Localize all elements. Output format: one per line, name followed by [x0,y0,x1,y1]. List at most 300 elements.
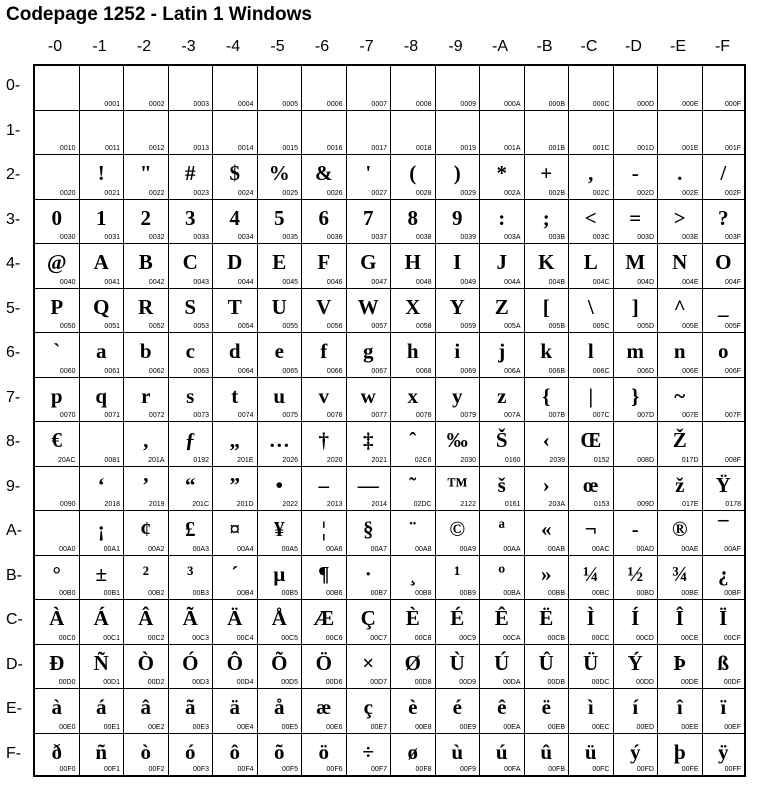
char-glyph: $ [229,161,240,185]
unicode-code: 0029 [460,189,476,197]
char-cell [124,200,169,245]
char-cell [614,600,659,645]
char-glyph: . [677,161,683,185]
char-cell [169,556,214,601]
char-glyph: Ç [360,606,376,630]
column-header: -C [580,38,598,55]
char-glyph: × [362,650,375,675]
char-cell [80,200,125,245]
char-glyph: V [316,294,332,319]
char-glyph: H [404,250,421,274]
char-cell [480,378,525,423]
char-cell [124,289,169,334]
unicode-code: 004C [592,278,610,286]
unicode-code: 005B [548,323,565,330]
unicode-code: 0041 [104,278,120,286]
char-cell [213,155,258,200]
char-cell [80,66,125,111]
column-header: -0 [47,38,63,55]
char-glyph: W [357,294,379,319]
unicode-code: 0031 [104,234,120,241]
unicode-code: 0034 [237,234,254,241]
char-glyph: ™ [446,472,468,497]
char-cell [658,511,703,556]
unicode-code: 001B [548,145,565,152]
char-glyph: - [631,517,639,541]
char-glyph: 5 [274,205,285,230]
char-glyph: ² [142,561,149,586]
char-glyph: œ [583,472,599,497]
unicode-code: 0074 [237,412,254,419]
char-cell [569,378,614,423]
char-glyph: G [360,250,377,274]
char-glyph: ü [584,739,597,764]
char-glyph: Ñ [93,650,109,675]
unicode-code: 0081 [104,456,120,464]
char-glyph: p [50,383,63,408]
char-cell [703,155,745,200]
unicode-code: 000F [725,100,741,108]
char-glyph: Ú [494,650,510,675]
char-glyph: ® [671,517,688,541]
column-header: -F [714,38,731,55]
unicode-code: 005A [504,323,521,330]
char-cell [302,645,347,690]
char-glyph: y [452,383,463,408]
row-header: 7- [6,388,21,406]
char-glyph: 9 [452,205,463,230]
char-cell [213,111,258,156]
unicode-code: 00D0 [58,679,76,686]
char-cell [525,66,570,111]
unicode-code: 0001 [104,100,120,108]
char-glyph: ~ [674,383,686,408]
char-cell [391,511,436,556]
char-cell [703,289,745,334]
char-cell [525,600,570,645]
char-glyph: - [631,161,639,185]
unicode-code: 00B8 [415,590,432,597]
char-cell [347,111,392,156]
row-header: E- [6,700,22,717]
char-cell [658,556,703,601]
unicode-code: 0036 [326,234,343,241]
char-cell [391,600,436,645]
char-glyph: Å [271,606,287,630]
char-glyph: ¨ [409,517,417,541]
unicode-code: 0002 [148,100,165,108]
char-glyph: ¦ [321,517,327,541]
char-cell [569,689,614,734]
char-cell [302,200,347,245]
char-cell [703,645,745,690]
char-glyph: î [676,695,683,719]
char-cell [347,600,392,645]
char-cell [213,689,258,734]
unicode-code: 0018 [415,145,432,152]
unicode-code: 0007 [371,100,387,108]
unicode-code: 0005 [282,100,298,108]
char-glyph: = [629,205,642,230]
char-cell [703,66,745,111]
char-cell [213,289,258,334]
unicode-code: 0003 [193,100,209,108]
unicode-code: 0064 [237,367,254,375]
unicode-code: 007D [637,412,654,419]
unicode-code: 00C3 [192,634,209,642]
char-cell [658,200,703,245]
unicode-code: 0057 [371,323,387,330]
char-cell [80,689,125,734]
char-cell [258,66,303,111]
unicode-code: 2019 [148,501,165,508]
char-cell [569,111,614,156]
char-cell [169,378,214,423]
char-cell [213,600,258,645]
char-glyph: 1 [96,205,107,230]
char-glyph: P [50,294,64,319]
char-cell [35,422,80,467]
char-glyph: C [182,250,198,274]
char-glyph: ‹ [542,428,550,452]
char-glyph: ß [717,650,730,675]
char-glyph: å [274,695,285,719]
unicode-code: 0053 [193,323,209,330]
char-glyph: ð [51,739,62,764]
char-cell [569,66,614,111]
char-cell [569,600,614,645]
char-glyph: Œ [580,428,602,452]
char-cell [258,111,303,156]
char-cell [169,244,214,289]
char-cell [614,111,659,156]
char-cell [658,244,703,289]
char-cell [436,66,481,111]
char-glyph: — [357,472,379,497]
unicode-code: 0068 [415,367,432,375]
char-glyph: ½ [627,561,644,586]
unicode-code: 004D [637,278,654,286]
char-glyph: F [317,250,331,274]
char-glyph: j [498,339,506,363]
char-glyph: c [185,339,195,363]
char-cell [391,66,436,111]
char-cell [258,734,303,776]
char-glyph: Â [138,606,154,630]
char-glyph: É [450,606,465,630]
char-cell [347,467,392,512]
char-glyph: s [186,383,195,408]
char-cell [302,66,347,111]
unicode-code: 2022 [282,501,298,508]
char-glyph: ƒ [185,428,196,452]
char-cell [703,200,745,245]
unicode-code: 00FD [636,766,654,773]
char-glyph: ë [541,695,551,719]
char-glyph: Ê [494,606,509,630]
unicode-code: 0178 [725,501,741,508]
char-glyph: Ü [583,650,599,675]
unicode-code: 0015 [282,145,298,152]
char-cell [35,378,80,423]
char-glyph: \ [587,294,594,319]
unicode-code: 0056 [326,323,343,330]
char-glyph: X [405,294,421,319]
char-glyph: ^ [673,294,686,319]
unicode-code: 00BA [503,590,521,597]
char-glyph: ³ [187,561,194,586]
unicode-code: 0060 [59,367,76,375]
char-glyph: K [538,250,555,274]
char-glyph: • [275,472,283,497]
unicode-code: 2026 [282,456,298,464]
char-cell [258,422,303,467]
char-glyph: J [496,250,507,274]
unicode-code: 0050 [59,323,76,330]
char-glyph: 7 [363,205,374,230]
char-cell [703,511,745,556]
char-cell [213,734,258,776]
char-cell [124,333,169,378]
char-glyph: ‰ [446,428,468,452]
char-cell [436,333,481,378]
char-cell [525,289,570,334]
unicode-code: 000D [637,100,654,108]
char-cell [124,422,169,467]
char-glyph: L [583,250,598,274]
char-glyph: o [718,339,729,363]
char-glyph: f [320,339,328,363]
char-glyph: ¤ [229,517,240,541]
unicode-code: 002D [637,189,654,197]
char-cell [703,689,745,734]
unicode-code: 008F [725,456,741,464]
unicode-code: 00DD [636,679,654,686]
unicode-code: 00CA [502,634,521,642]
char-cell [347,645,392,690]
char-glyph: Ò [137,650,154,675]
row-header: C- [6,611,23,628]
unicode-code: 00CC [591,634,610,642]
char-cell [124,155,169,200]
unicode-code: 00E1 [103,723,120,731]
char-cell [525,734,570,776]
char-cell [480,289,525,334]
unicode-code: 0047 [371,278,387,286]
unicode-code: 00C8 [414,634,432,642]
char-cell [480,734,525,776]
char-glyph: ª [498,517,505,541]
char-glyph: ô [229,739,240,764]
char-glyph: 3 [185,205,196,230]
unicode-code: 0037 [371,234,387,241]
char-glyph: † [318,428,329,452]
char-cell [169,734,214,776]
unicode-code: 002A [504,189,521,197]
char-glyph: " [139,161,152,185]
char-glyph: Ö [315,650,332,675]
unicode-code: 00BC [591,590,610,597]
char-glyph: h [406,339,419,363]
char-glyph: £ [185,517,196,541]
char-glyph: ê [497,695,507,719]
char-cell [80,467,125,512]
column-header: -6 [314,38,330,55]
unicode-code: 00EB [547,723,565,731]
char-cell [436,556,481,601]
char-cell [569,200,614,245]
char-cell [436,244,481,289]
char-cell [169,333,214,378]
char-cell [525,556,570,601]
column-header: -4 [225,38,241,55]
unicode-code: 00DE [680,679,699,686]
unicode-code: 00C4 [236,634,254,642]
char-glyph: B [138,250,153,274]
char-cell [302,556,347,601]
char-cell [658,155,703,200]
char-glyph: > [673,205,686,230]
unicode-code: 0046 [326,278,343,286]
unicode-code: 006E [682,367,699,375]
char-glyph: ÿ [718,739,729,764]
char-glyph: g [363,339,374,363]
char-glyph: © [449,517,466,541]
char-cell [658,422,703,467]
char-cell [213,511,258,556]
char-cell [258,155,303,200]
unicode-code: 0054 [237,323,254,330]
char-cell [35,600,80,645]
unicode-code: 00B5 [281,590,298,597]
char-glyph: µ [273,561,286,586]
char-cell [124,511,169,556]
unicode-code: 0016 [326,145,343,152]
column-header: -1 [92,38,107,55]
char-cell [347,66,392,111]
unicode-code: 2013 [326,501,343,508]
char-cell [525,378,570,423]
char-cell [703,422,745,467]
char-cell [525,645,570,690]
char-cell [525,244,570,289]
char-glyph: õ [274,739,285,764]
unicode-code: 0024 [237,189,254,197]
unicode-code: 003A [504,234,521,241]
column-header: -5 [270,38,285,55]
char-cell [347,422,392,467]
char-glyph: Ð [49,650,65,675]
unicode-code: 02C6 [414,456,432,464]
unicode-code: 0010 [59,145,76,152]
unicode-code: 00AD [636,545,654,553]
unicode-code: 0078 [415,412,432,419]
row-header: 1- [6,121,21,139]
unicode-code: 0008 [415,100,432,108]
char-glyph: ¼ [582,561,599,586]
column-header: -7 [359,38,374,55]
char-glyph: ý [630,739,641,764]
unicode-code: 00B0 [59,590,76,597]
char-glyph: › [542,472,550,497]
unicode-code: 0006 [326,100,343,108]
column-header: -B [536,38,553,55]
unicode-code: 0004 [237,100,254,108]
unicode-code: 0023 [193,189,209,197]
char-glyph: } [631,383,640,408]
char-cell [124,111,169,156]
column-header: -D [625,38,642,55]
char-glyph: a [96,339,107,363]
char-cell [258,689,303,734]
char-cell [169,467,214,512]
unicode-code: 2039 [549,456,565,464]
char-cell [302,244,347,289]
unicode-code: 0055 [282,323,298,330]
char-cell [436,111,481,156]
unicode-code: 0073 [193,412,209,419]
char-cell [391,734,436,776]
char-glyph: < [584,205,597,230]
unicode-code: 00EE [681,723,699,731]
unicode-code: 00A8 [415,545,432,553]
char-cell [436,511,481,556]
char-glyph: x [407,383,418,408]
unicode-code: 004A [504,278,521,286]
unicode-code: 0014 [237,145,254,152]
char-glyph: Ï [719,606,728,630]
unicode-code: 00A5 [281,545,298,553]
char-cell [80,333,125,378]
char-cell [169,111,214,156]
char-cell [658,289,703,334]
unicode-code: 005F [725,323,741,330]
char-glyph: ¥ [274,517,285,541]
char-glyph: û [540,739,553,764]
unicode-code: 00F9 [460,766,476,773]
char-cell [525,111,570,156]
char-cell [169,200,214,245]
char-glyph: Þ [673,650,687,675]
char-cell [258,467,303,512]
char-cell [703,600,745,645]
unicode-code: 0071 [104,412,120,419]
char-glyph: ± [95,561,108,586]
char-cell [480,511,525,556]
char-glyph: N [672,250,688,274]
char-cell [80,645,125,690]
char-cell [35,200,80,245]
char-cell [35,333,80,378]
char-glyph: Ô [226,650,243,675]
unicode-code: 003B [548,234,565,241]
char-glyph: & [315,161,333,185]
char-glyph: 4 [229,205,240,230]
char-cell [569,289,614,334]
char-cell [525,511,570,556]
char-cell [436,378,481,423]
unicode-code: 0038 [415,234,432,241]
char-cell [703,734,745,776]
unicode-code: 00CB [547,634,565,642]
unicode-code: 0072 [148,412,165,419]
unicode-code: 008D [637,456,654,464]
char-cell [658,66,703,111]
unicode-code: 2030 [460,456,476,464]
unicode-code: 00C1 [103,634,120,642]
column-header: -8 [403,38,419,55]
unicode-code: 017E [682,501,699,508]
